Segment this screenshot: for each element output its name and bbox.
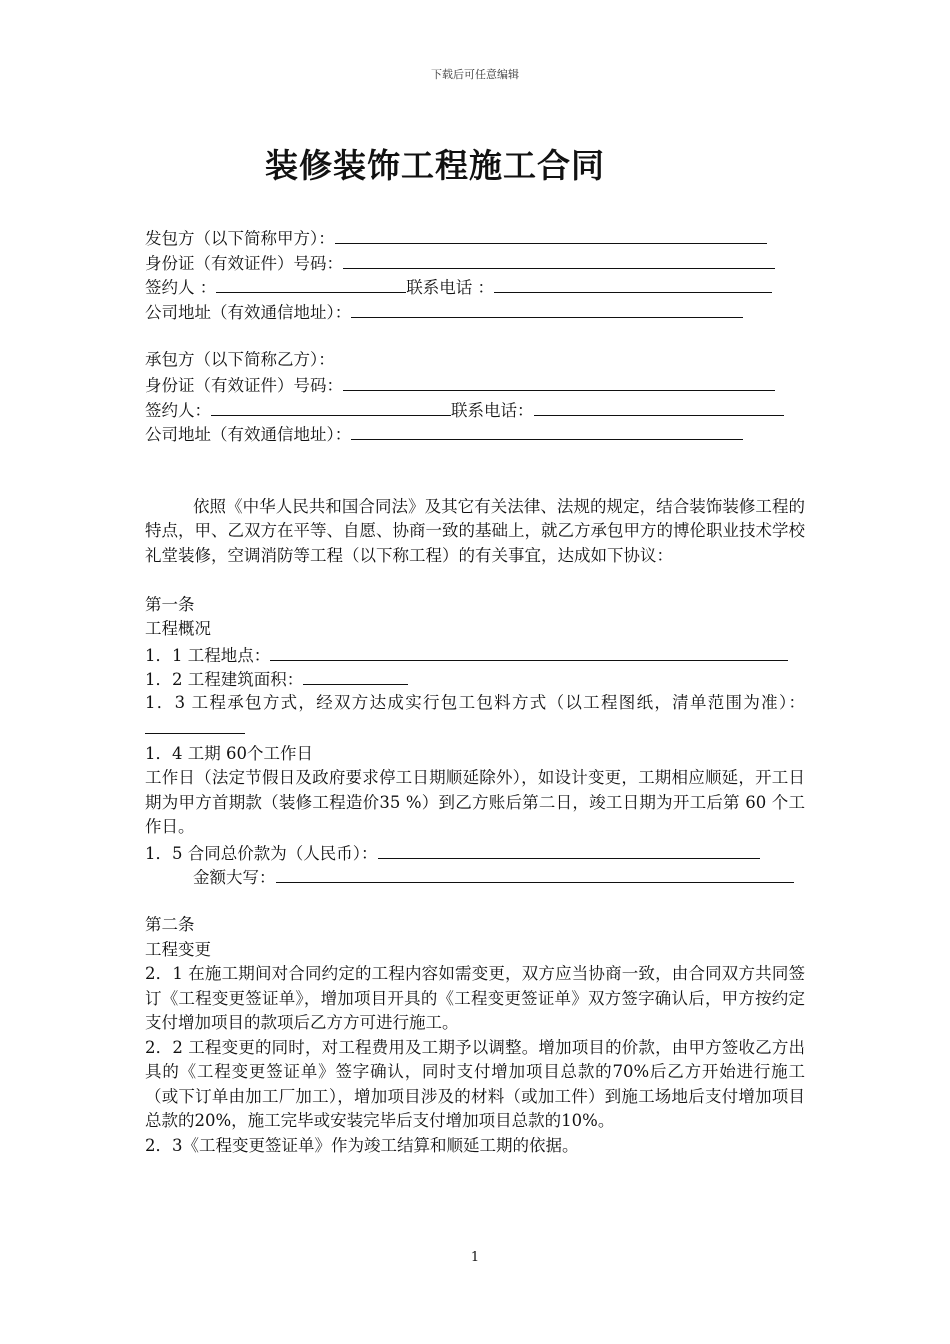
- article1-item3-text: 1．3 工程承包方式，经双方达成实行包工包料方式（以工程图纸，清单范围为准）：: [145, 692, 805, 712]
- party-b-signer-blank: [211, 397, 451, 416]
- party-b-phone-label: 联系电话：: [451, 400, 534, 420]
- party-a-name-label: 发包方（以下简称甲方）：: [145, 229, 335, 248]
- party-a-address-label: 公司地址（有效通信地址）：: [145, 302, 352, 322]
- article1-amount-label: 金额大写：: [193, 868, 276, 887]
- article1-item5-row: [145, 840, 805, 865]
- article1-amount-blank: [276, 864, 794, 883]
- article2-heading: 第二条: [145, 915, 195, 934]
- article1-item4-detail: 工作日（法定节假日及政府要求停工日期顺延除外），如设计变更，工期相应顺延，开工日期为甲方首期款（装修工程造价35 %）到乙方账后第二日，竣工日期为开工后第 60 个工作日。: [145, 768, 805, 836]
- party-b-address-row: [145, 421, 805, 446]
- party-a-address-blank: [351, 299, 743, 318]
- article1-item2-blank: [303, 666, 408, 685]
- header-note: 下载后可任意编辑: [431, 68, 519, 81]
- party-a-id-row: [145, 250, 805, 275]
- article2-item2: 2．2 工程变更的同时，对工程费用及工期予以调整。增加项目的价款，由甲方签收乙方出具的《工程变更签证单》签字确认，同时支付增加项目总款的70%后乙方开始进行施工（或下订单由加工厂加工），增加项目涉及的材料（或加工件）到施工场地后支付增加项目总款的20%，施工完毕或安装完毕后支付增加项目总款的10%。: [145, 1037, 805, 1130]
- party-b-id-label: 身份证（有效证件）号码：: [145, 376, 343, 395]
- article1-item1-blank: [270, 642, 788, 661]
- article1-amount-row: [145, 864, 805, 889]
- party-a-phone-label: 联系电话 ：: [406, 278, 494, 297]
- article2-item3: 2．3《工程变更签证单》作为竣工结算和顺延工期的依据。: [145, 1135, 579, 1155]
- party-a-id-blank: [343, 250, 775, 269]
- article1-item5-label: 1．5 合同总价款为（人民币）：: [145, 843, 378, 863]
- article1-item1-row: [145, 642, 805, 667]
- party-a-name-blank: [335, 225, 767, 244]
- article1-item4: 1．4 工期 60个工作日: [145, 743, 313, 763]
- party-b-id-blank: [343, 372, 775, 391]
- party-b-name-row: [145, 348, 805, 373]
- party-a-id-label: 身份证（有效证件）号码：: [145, 253, 343, 273]
- party-a-signer-label: 签约人 ：: [145, 278, 217, 297]
- party-b-address-label: 公司地址（有效通信地址）：: [145, 425, 352, 444]
- article1-item3-blank: [145, 715, 245, 734]
- party-b-name-label: 承包方（以下简称乙方）：: [145, 349, 335, 369]
- party-b-signer-row: [145, 397, 805, 422]
- party-a-phone-blank: [494, 274, 772, 293]
- article1-subheading: 工程概况: [145, 619, 211, 638]
- party-a-signer-blank: [216, 274, 406, 293]
- article1-item2-label: 1．2 工程建筑面积：: [145, 670, 304, 689]
- party-a-signer-row: [145, 274, 805, 299]
- article1-item5-blank: [378, 840, 760, 859]
- contract-title: 装修装饰工程施工合同: [265, 146, 605, 185]
- preamble-paragraph: 依照《中华人民共和国合同法》及其它有关法律、法规的规定，结合装饰装修工程的特点，甲、乙双方在平等、自愿、协商一致的基础上，就乙方承包甲方的博伦职业技术学校礼堂装修，空调消防等工程（以下称工程）的有关事宜，达成如下协议：: [145, 496, 805, 565]
- party-a-address-row: [145, 299, 805, 324]
- page-number: 1: [470, 1250, 480, 1265]
- party-b-phone-blank: [534, 397, 784, 416]
- party-b-signer-label: 签约人：: [145, 400, 211, 420]
- article1-item2-row: [145, 666, 805, 691]
- article1-item3-para: [145, 691, 805, 742]
- party-b-id-row: [145, 372, 805, 397]
- article1-heading: 第一条: [145, 594, 195, 614]
- party-b-address-blank: [351, 421, 743, 440]
- article1-item1-label: 1．1 工程地点：: [145, 645, 271, 665]
- party-a-name-row: [145, 225, 805, 250]
- article2-item1: 2．1 在施工期间对合同约定的工程内容如需变更，双方应当协商一致，由合同双方共同签订《工程变更签证单》，增加项目开具的《工程变更签证单》双方签字确认后，甲方按约定支付增加项目的款项后乙方方可进行施工。: [145, 964, 805, 1032]
- contract-body: [145, 225, 805, 1158]
- article2-subheading: 工程变更: [145, 939, 211, 959]
